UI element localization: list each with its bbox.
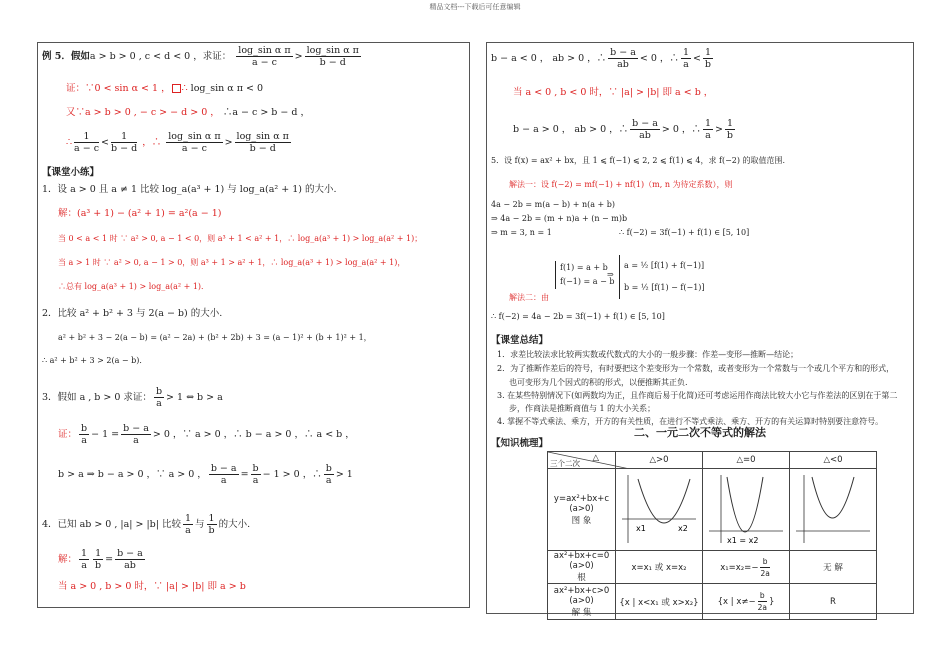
row-graph-label: y=ax²+bx+c (a>0) 图 象	[548, 469, 616, 551]
table-corner: △ 三个二次	[548, 452, 616, 469]
practice-1-step-4: ∴总有 log_a(a³ + 1) > log_a(a² + 1)．	[58, 282, 210, 291]
practice-1-question: 1．设 a > 0 且 a ≠ 1 比较 log_a(a³ + 1) 与 log_a(a² + 1) 的大小.	[42, 184, 337, 195]
svg-text:x1: x1	[636, 524, 646, 533]
practice-2-question: 2．比较 a² + b² + 3 与 2(a − b) 的大小.	[42, 308, 223, 319]
roots-double: x₁=x₂=− $\frac{b}{2a}$	[703, 551, 790, 584]
practice-3-step-1: 证： $\frac{b}{a}$ − 1 = $\frac{b - a}{a}$ > 0 ，∵ a > 0 ，∴ b − a > 0 ，∴ a < b ，	[58, 423, 355, 446]
knowledge-title: 【知识梳理】	[491, 438, 549, 449]
right-panel	[486, 42, 914, 618]
practice-2-step-2: ∴ a² + b² + 3 > 2(a − b)．	[42, 356, 148, 365]
parabola-one-root-icon	[705, 469, 787, 547]
summary-4: 4. 掌握不等式乘法、乘方，开方的有关性质，在进行不等式乘法、乘方、开方的有关运算时特别要注意符号。	[497, 417, 884, 426]
section-title: 二、一元二次不等式的解法	[634, 426, 766, 439]
practice-4-question: 4．已知 ab > 0 , |a| > |b| 比较 $\frac{1}{a}$ 与 $\frac{1}{b}$ 的大小.	[42, 513, 251, 536]
row-roots-label: ax²+bx+c=0 (a>0) 根	[548, 551, 616, 584]
left-panel	[37, 42, 470, 608]
practice-2-step-1: a² + b² + 3 − 2(a − b) = (a² − 2a) + (b² + 2b) + 3 = (a − 1)² + (b + 1)² + 1，	[58, 333, 372, 342]
goal-fraction-2: $\frac{\text{log\_sin α π}}{b - d}$	[306, 45, 359, 68]
solution-double-root: {x | x≠− $\frac{b}{2a}$ }	[703, 584, 790, 620]
example-condition: a > b > 0 , c < d < 0 ，求证：	[89, 51, 232, 62]
problem-5-result: ∴ f(−2) = 4a − 2b = 3f(−1) + f(1) ∈ [5, 10]	[491, 312, 665, 321]
header-delta-negative: △<0	[790, 452, 877, 469]
summary-3a: 3. 在某些特别情况下(如两数均为正，且作商后易于化简)还可考虑运用作商法比较大小它与作差法的区别在于第二	[497, 391, 898, 400]
problem-5-system: f(1) = a + b f(−1) = a − b	[555, 261, 614, 289]
solution-no-root: R	[790, 584, 877, 620]
problem-5-step-1: 4a − 2b = m(a − b) + n(a + b)	[491, 200, 616, 209]
parabola-no-root-icon	[792, 469, 874, 547]
page-header: 精品文档---下载后可任意编辑	[429, 3, 521, 11]
summary-3b: 步，作商法是推断商值与 1 的大小关系；	[509, 404, 656, 413]
practice-1-step-1: 解：(a³ + 1) − (a² + 1) = a²(a − 1)	[58, 208, 222, 219]
case-both-negative: 当 a < 0 , b < 0 时，∵ |a| > |b| 即 a < b ，	[513, 87, 714, 98]
roots-none: 无 解	[790, 551, 877, 584]
row-solution-label: ax²+bx+c>0 (a>0) 解 集	[548, 584, 616, 620]
practice-4-step-2: 当 a > 0 , b > 0 时，∵ |a| > |b| 即 a > b	[58, 581, 246, 592]
graph-one-root	[703, 469, 790, 551]
practice-4-step-1: 解： $\frac{1}{a}$ $\frac{1}{b}$ = $\frac{b - a}{ab}$	[58, 548, 143, 571]
solution-two-roots: {x | x<x₁ 或 x>x₂}	[616, 584, 703, 620]
problem-5-step-3-result: ∴ f(−2) = 3f(−1) + f(1) ∈ [5, 10]	[619, 228, 750, 237]
practice-1-step-2: 当 0 < a < 1 时 ∵ a² > 0, a − 1 < 0，则 a³ + 1 < a² + 1，∴ log_a(a³ + 1) > log_a(a² + 1)；	[58, 234, 423, 243]
case-negative-line: b − a < 0 ， ab > 0 ，∴ $\frac{b - a}{ab}$ < 0 ，∴ $\frac{1}{a}$ < $\frac{1}{b}$	[491, 47, 712, 70]
proof-line-3: ∴ $\frac{1}{a - c}$ < $\frac{1}{b - d}$ ，∴ $\frac{\text{log\_sin α π}}{a - c}$ > $\frac{\text{log\_sin α π}}{b - d}$	[66, 131, 289, 154]
proof-line-1: 证：∵0 < sin α < 1 ， ∴ log_sin α π < 0	[66, 83, 264, 94]
goal-fraction-1: $\frac{\text{log\_sin α π}}{a - c}$	[238, 45, 291, 68]
practice-3-question: 3．假如 a , b > 0 求证： $\frac{b}{a}$ > 1 ⇔ b > a	[42, 386, 223, 409]
svg-text:x1 = x2: x1 = x2	[727, 536, 759, 545]
practice-1-step-3: 当 a > 1 时 ∵ a² > 0, a − 1 > 0，则 a³ + 1 > a² + 1，∴ log_a(a³ + 1) > log_a(a² + 1)，	[58, 258, 406, 267]
practice-3-step-2: b > a ⇒ b − a > 0 ，∵ a > 0 ， $\frac{b - a}{a}$ = $\frac{b}{a}$ − 1 > 0 ，∴ $\frac{b}{a}$ > 1	[58, 463, 353, 486]
summary-2a: 2．为了推断作差后的符号，有时要把这个差变形为一个常数，或者变形为一个常数与一个或几个平方和的形式，	[497, 364, 895, 373]
roots-two: x=x₁ 或 x=x₂	[616, 551, 703, 584]
problem-5-step-3: ⇒ m = 3, n = 1	[491, 228, 552, 237]
header-delta-positive: △>0	[616, 452, 703, 469]
problem-5-method-2: 解法二：由	[509, 293, 549, 302]
graph-two-roots	[616, 469, 703, 551]
problem-5-implies: ⇒	[607, 270, 614, 279]
case-positive-line: b − a > 0 ， ab > 0 ，∴ $\frac{b - a}{ab}$ > 0 ，∴ $\frac{1}{a}$ > $\frac{1}{b}$	[513, 118, 734, 141]
quadratic-table	[547, 451, 877, 620]
example-label: 例 5．假如	[42, 51, 90, 62]
checkbox-mark-icon	[172, 84, 181, 93]
problem-5-question: 5．设 f(x) = ax² + bx，且 1 ⩽ f(−1) ⩽ 2, 2 ⩽ f(1) ⩽ 4，求 f(−2) 的取值范围.	[491, 156, 786, 165]
summary-1: 1．求差比较法求比较两实数或代数式的大小的一般步骤：作差—变形—推断—结论；	[497, 350, 799, 359]
proof-line-2: 又∵a > b > 0 , − c > − d > 0 ， ∴a − c > b − d ，	[66, 107, 310, 118]
header-delta-zero: △=0	[703, 452, 790, 469]
graph-no-root	[790, 469, 877, 551]
summary-title: 【课堂总结】	[491, 335, 549, 346]
problem-5-solution: a = ½ [f(1) + f(−1)] b = ½ [f(1) − f(−1)]	[619, 255, 705, 299]
problem-5-method-1: 解法一：设 f(−2) = mf(−1) + nf(1)（m, n 为待定系数），则	[509, 180, 733, 189]
svg-text:x2: x2	[678, 524, 688, 533]
practice-title: 【课堂小练】	[42, 167, 100, 178]
summary-2b: 也可变形为几个因式的积的形式，以便推断其正负.	[509, 378, 688, 387]
parabola-two-roots-icon	[618, 469, 700, 547]
problem-5-step-2: ⇒ 4a − 2b = (m + n)a + (n − m)b	[491, 214, 628, 223]
example-5: 例 5．假如a > b > 0 , c < d < 0 ，求证： $\frac{\text{log\_sin α π}}{a - c}$ > $\frac{\text{log\_sin α π}}{b - d}$	[42, 45, 359, 68]
